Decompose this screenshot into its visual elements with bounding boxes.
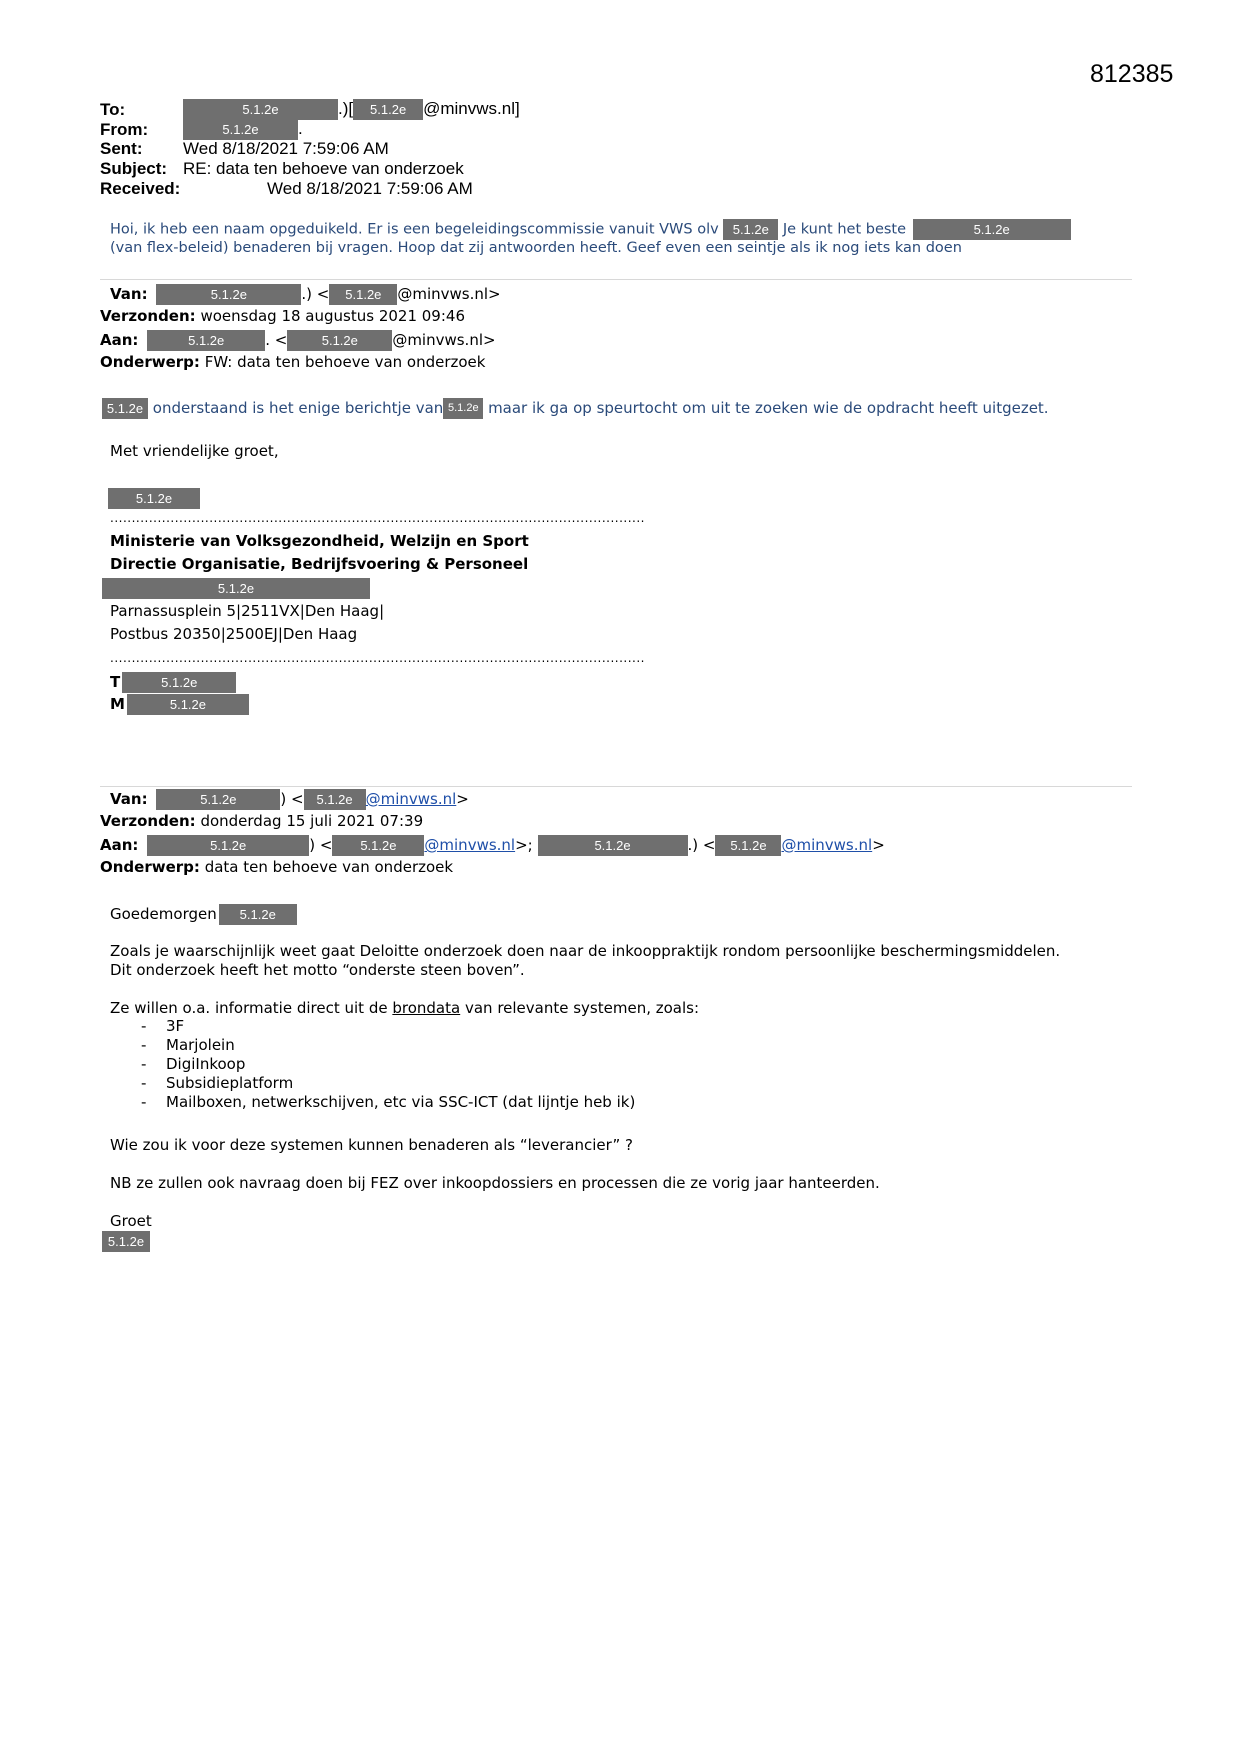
separator — [100, 279, 1132, 280]
nb-paragraph: NB ze zullen ook navraag doen bij FEZ over inkoopdossiers en processen die ze vorig jaar hanteerden. — [110, 1174, 880, 1192]
redaction: 5.1.2e — [219, 904, 297, 925]
redaction: 5.1.2e — [102, 398, 148, 419]
subject-value: RE: data ten behoeve van onderzoek — [183, 159, 464, 178]
to-value: 5.1.2e .)[ 5.1.2e @minvws.nl] — [183, 99, 520, 120]
received-label: Received: — [100, 179, 181, 198]
paragraph-line-2: Dit onderzoek heeft het motto “onderste steen boven”. — [110, 961, 525, 979]
org-department: Directie Organisatie, Bedrijfsvoering & Personeel — [110, 555, 529, 573]
system-list-item: - 3F — [141, 1017, 635, 1036]
document-number: 812385 — [1090, 60, 1174, 88]
dotted-divider: ............................................................................................................................ — [110, 511, 645, 525]
email-link[interactable]: @minvws.nl — [781, 836, 873, 854]
question-paragraph: Wie zou ik voor deze systemen kunnen benaderen als “leverancier” ? — [110, 1136, 633, 1154]
redaction: 5.1.2e — [353, 99, 423, 120]
redaction: 5.1.2e — [332, 835, 424, 856]
redaction: 5.1.2e — [156, 284, 301, 305]
address-visit: Parnassusplein 5|2511VX|Den Haag| — [110, 602, 385, 620]
phone-line: T 5.1.2e — [110, 672, 236, 693]
system-list-item: - Mailboxen, netwerkschijven, etc via SSC-ICT (dat lijntje heb ik) — [141, 1093, 635, 1112]
paragraph-systems-intro: Ze willen o.a. informatie direct uit de brondata van relevante systemen, zoals: — [110, 999, 700, 1017]
mobile-line: M 5.1.2e — [110, 694, 249, 715]
redaction: 5.1.2e — [156, 789, 280, 810]
van-line: Van: 5.1.2e .) < 5.1.2e @minvws.nl> — [110, 285, 501, 303]
from-value: 5.1.2e . — [183, 119, 303, 140]
received-value: Wed 8/18/2021 7:59:06 AM — [267, 179, 473, 198]
redaction: 5.1.2e — [102, 1231, 150, 1252]
systems-list — [141, 1017, 635, 1112]
redaction: 5.1.2e — [287, 330, 392, 351]
closing: Groet — [110, 1212, 152, 1230]
from-label: From: — [100, 120, 149, 139]
redaction: 5.1.2e — [913, 219, 1071, 240]
greeting: Goedemorgen 5.1.2e — [110, 904, 297, 925]
redaction: 5.1.2e — [443, 398, 483, 419]
system-list-item: - Marjolein — [141, 1036, 635, 1055]
forward-note: 5.1.2e onderstaand is het enige berichtje van 5.1.2e maar ik ga op speurtocht om uit te zoeken wie de opdracht heeft uitgezet. — [102, 398, 1049, 419]
email-link[interactable]: @minvws.nl — [365, 790, 457, 808]
onderwerp-line: Onderwerp: data ten behoeve van onderzoek — [100, 858, 454, 876]
redaction: 5.1.2e — [147, 835, 309, 856]
redaction: 5.1.2e — [538, 835, 688, 856]
subject-label: Subject: — [100, 159, 168, 178]
van-line: Van: 5.1.2e ) < 5.1.2e @minvws.nl> — [110, 790, 469, 808]
redaction: 5.1.2e — [304, 789, 366, 810]
aan-line: Aan: 5.1.2e . < 5.1.2e @minvws.nl> — [100, 331, 496, 349]
email-link[interactable]: @minvws.nl — [424, 836, 516, 854]
sent-label: Sent: — [100, 139, 143, 158]
redaction: 5.1.2e — [183, 99, 338, 120]
aan-line: Aan: 5.1.2e ) < 5.1.2e @minvws.nl>; 5.1.2e .) < 5.1.2e @minvws.nl> — [100, 836, 885, 854]
reply-line-2: (van flex-beleid) benaderen bij vragen. Hoop dat zij antwoorden heeft. Geef even een seintje als ik nog iets kan doen — [110, 240, 962, 256]
paragraph-line-1: Zoals je waarschijnlijk weet gaat Deloitte onderzoek doen naar de inkooppraktijk rondom persoonlijke beschermingsmiddelen. — [110, 942, 1061, 960]
verzonden-line: Verzonden: donderdag 15 juli 2021 07:39 — [100, 812, 424, 830]
redaction: 5.1.2e — [723, 219, 778, 240]
redaction: 5.1.2e — [122, 672, 236, 693]
sent-value: Wed 8/18/2021 7:59:06 AM — [183, 139, 389, 158]
verzonden-line: Verzonden: woensdag 18 augustus 2021 09:46 — [100, 307, 465, 325]
brondata-term: brondata — [392, 999, 461, 1017]
system-list-item: - Subsidieplatform — [141, 1074, 635, 1093]
redaction: 5.1.2e — [329, 284, 397, 305]
separator — [100, 786, 1132, 787]
redaction: 5.1.2e — [108, 488, 200, 509]
reply-line-1: Hoi, ik heb een naam opgeduikeld. Er is een begeleidingscommissie vanuit VWS olv 5.1.2e Je kunt het beste 5.1.2e — [110, 219, 1071, 240]
redaction: 5.1.2e — [127, 694, 249, 715]
greeting: Met vriendelijke groet, — [110, 442, 279, 460]
org-name: Ministerie van Volksgezondheid, Welzijn en Sport — [110, 532, 529, 550]
dotted-divider: ............................................................................................................................ — [110, 651, 645, 665]
redaction: 5.1.2e — [715, 835, 781, 856]
to-label: To: — [100, 100, 126, 119]
address-post: Postbus 20350|2500EJ|Den Haag — [110, 625, 358, 643]
system-list-item: - DigiInkoop — [141, 1055, 635, 1074]
redaction: 5.1.2e — [147, 330, 265, 351]
onderwerp-line: Onderwerp: FW: data ten behoeve van onderzoek — [100, 353, 486, 371]
redaction: 5.1.2e — [102, 578, 370, 599]
redaction: 5.1.2e — [183, 119, 298, 140]
